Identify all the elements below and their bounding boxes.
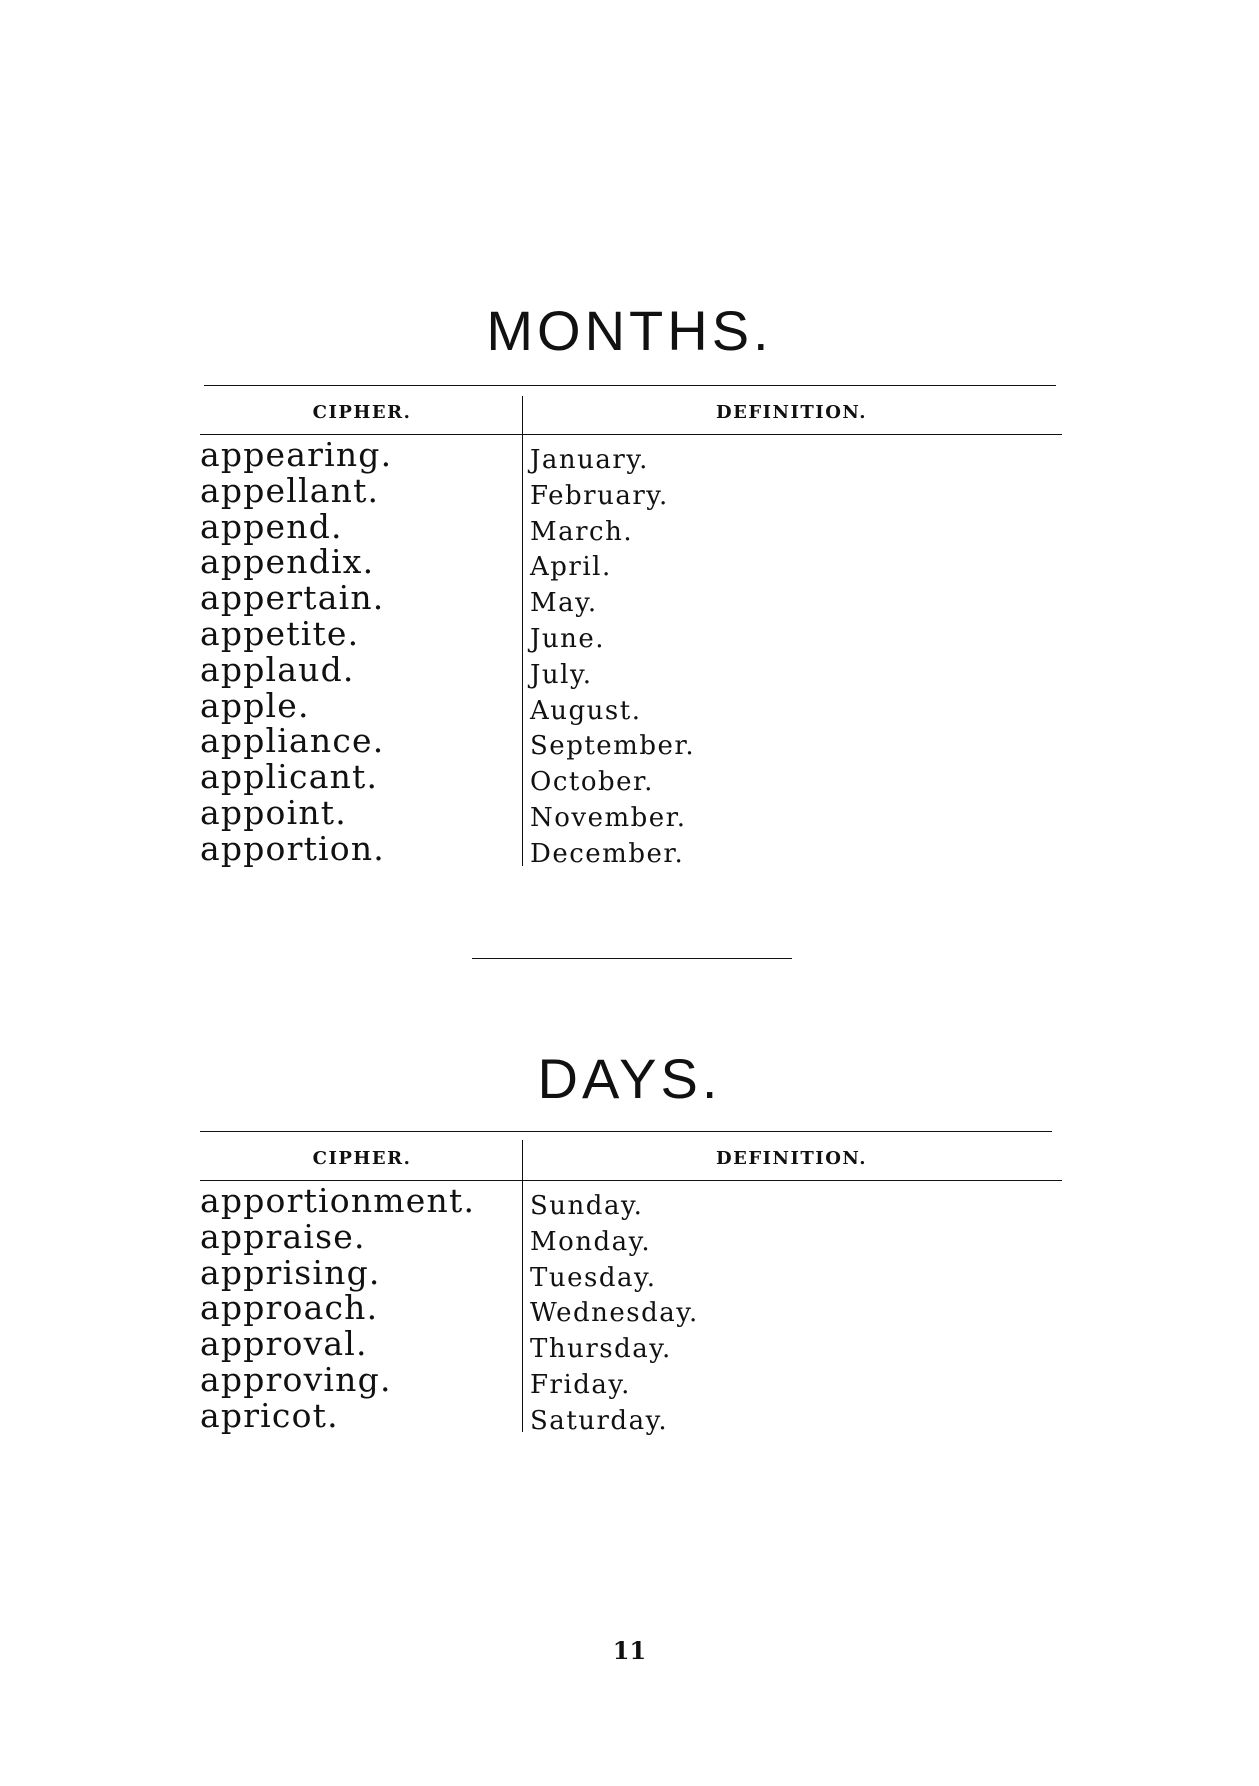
days-definition-cell: Wednesday. — [530, 1298, 699, 1329]
months-cipher-cell: appellant. — [200, 470, 380, 510]
days-definition-cell: Thursday. — [530, 1334, 672, 1365]
months-definition-cell: April. — [530, 552, 612, 583]
days-cipher-column — [200, 1183, 475, 1434]
days-definition-cell: Friday. — [530, 1369, 631, 1400]
months-definition-cell: January. — [530, 445, 649, 475]
days-cipher-cell: apricot. — [200, 1395, 339, 1435]
months-cipher-cell: applaud. — [200, 649, 355, 689]
page-number: 11 — [612, 1636, 647, 1665]
days-column-divider — [522, 1140, 523, 1432]
months-definition-cell: October. — [530, 767, 654, 798]
months-column-divider — [522, 396, 523, 866]
months-cipher-cell: appertain. — [200, 578, 385, 618]
days-cipher-cell: appraise. — [200, 1216, 366, 1256]
months-cipher-header: CIPHER. — [312, 402, 412, 423]
days-definition-cell: Monday. — [530, 1226, 652, 1257]
months-definition-cell: August. — [530, 695, 642, 726]
months-definition-cell: September. — [530, 731, 696, 762]
days-cipher-cell: approval. — [200, 1324, 368, 1364]
days-table-top-rule — [200, 1131, 1052, 1132]
months-cipher-cell: apportion. — [200, 828, 385, 868]
days-cipher-cell: approach. — [200, 1288, 379, 1328]
months-definition-cell: February. — [530, 480, 669, 511]
section-divider-rule — [472, 958, 792, 959]
months-cipher-cell: apple. — [200, 685, 310, 725]
days-title: DAYS. — [537, 1047, 722, 1110]
months-cipher-cell: applicant. — [200, 757, 379, 797]
days-definition-cell: Sunday. — [530, 1191, 644, 1221]
months-title: MONTHS. — [486, 299, 773, 362]
months-cipher-cell: appearing. — [200, 435, 393, 474]
days-definition-cell: Saturday. — [530, 1405, 669, 1436]
months-definition-cell: November. — [530, 802, 687, 833]
days-definition-column — [530, 1189, 699, 1440]
days-definition-cell: Tuesday. — [530, 1262, 657, 1293]
months-definition-header: DEFINITION. — [716, 402, 867, 423]
months-cipher-column — [200, 437, 392, 867]
months-cipher-cell: appliance. — [200, 721, 385, 761]
months-cipher-cell: appendix. — [200, 542, 375, 582]
months-cipher-cell: appetite. — [200, 613, 360, 653]
months-definition-cell: March. — [530, 516, 634, 547]
months-definition-column — [530, 443, 695, 873]
days-cipher-cell: apprising. — [200, 1252, 381, 1292]
days-definition-header: DEFINITION. — [716, 1148, 867, 1169]
months-table-top-rule — [204, 385, 1056, 386]
months-cipher-cell: append. — [200, 506, 343, 546]
months-cipher-cell: appoint. — [200, 792, 347, 832]
months-definition-cell: June. — [530, 623, 606, 654]
months-definition-cell: December. — [530, 838, 685, 869]
days-cipher-cell: approving. — [200, 1359, 392, 1399]
months-definition-cell: July. — [530, 659, 593, 690]
days-cipher-cell: apportionment. — [200, 1181, 476, 1220]
days-cipher-header: CIPHER. — [312, 1148, 412, 1169]
months-definition-cell: May. — [530, 588, 598, 619]
